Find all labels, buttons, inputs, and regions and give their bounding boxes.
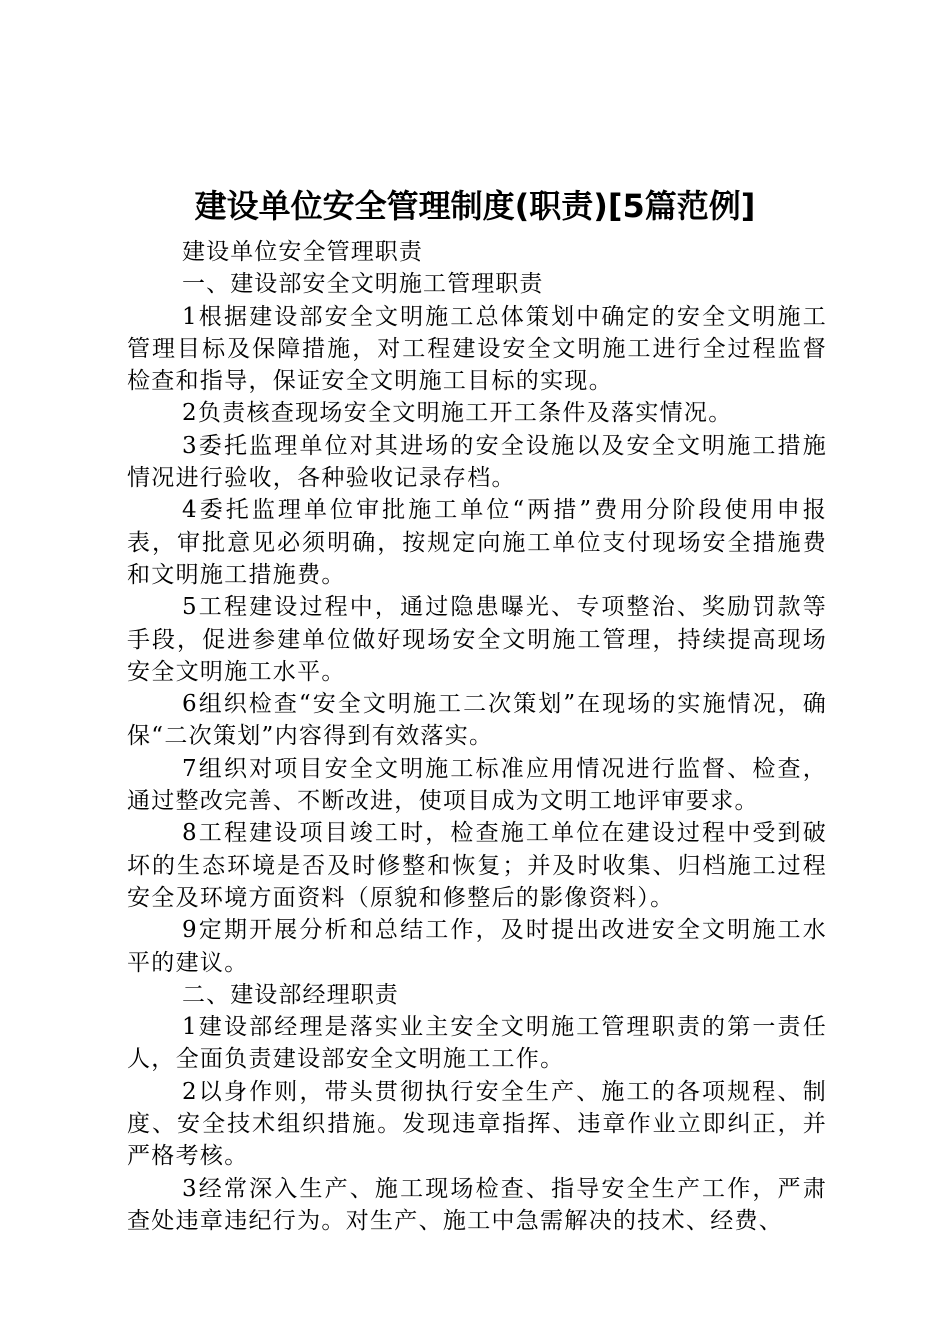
section-heading: 建设单位安全管理职责 [182,239,423,265]
paragraph: 8工程建设项目竣工时，检查施工单位在建设过程中受到破坏的生态环境是否及时修整和恢复；并及时收集、归档施工过程安全及环境方面资料（原貌和修整后的影像资料）。 [127,820,827,911]
paragraph: 4委托监理单位审批施工单位“两措”费用分阶段使用申报表，审批意见必须明确，按规定向施工单位支付现场安全措施费和文明施工措施费。 [127,497,827,588]
document-title: 建设单位安全管理制度(职责)[5篇范例] [194,187,756,225]
paragraph: 6组织检查“安全文明施工二次策划”在现场的实施情况，确保“二次策划”内容得到有效落实。 [127,691,827,750]
paragraph: 7组织对项目安全文明施工标准应用情况进行监督、检查，通过整改完善、不断改进，使项目成为文明工地评审要求。 [127,755,827,815]
paragraph: 3经常深入生产、施工现场检查、指导安全生产工作，严肃查处违章违纪行为。对生产、施工中急需解决的技术、经费、 [127,1175,827,1234]
section-heading: 一、建设部安全文明施工管理职责 [182,271,544,298]
paragraph: 2负责核查现场安全文明施工开工条件及落实情况。 [182,400,733,427]
paragraph: 3委托监理单位对其进场的安全设施以及安全文明施工措施情况进行验收，各种验收记录存档。 [127,432,827,492]
document-body [127,236,827,1237]
paragraph: 5工程建设过程中，通过隐患曝光、专项整治、奖励罚款等手段，促进参建单位做好现场安全文明施工管理，持续提高现场安全文明施工水平。 [127,594,827,685]
section-heading: 二、建设部经理职责 [182,981,399,1008]
paragraph: 1根据建设部安全文明施工总体策划中确定的安全文明施工管理目标及保障措施，对工程建设安全文明施工进行全过程监督检查和指导，保证安全文明施工目标的实现。 [127,303,827,395]
paragraph: 9定期开展分析和总结工作，及时提出改进安全文明施工水平的建议。 [127,917,827,976]
paragraph: 2以身作则，带头贯彻执行安全生产、施工的各项规程、制度、安全技术组织措施。发现违章指挥、违章作业立即纠正，并严格考核。 [127,1078,827,1170]
paragraph: 1建设部经理是落实业主安全文明施工管理职责的第一责任人，全面负责建设部安全文明施工工作。 [127,1014,827,1073]
